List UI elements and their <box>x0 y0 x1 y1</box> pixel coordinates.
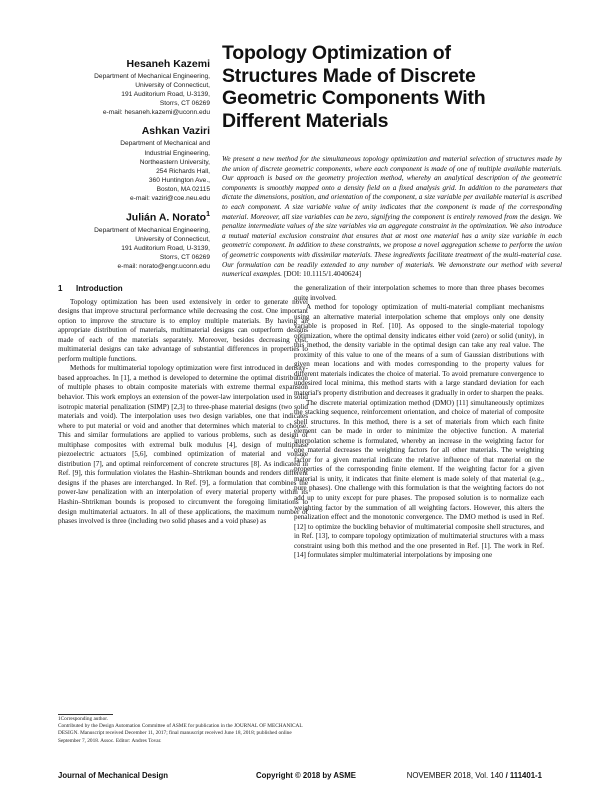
title-line: Structures Made of Discrete <box>222 64 476 87</box>
title-line: Different Materials <box>222 109 389 132</box>
affiliation-line: 360 Huntington Ave., <box>148 176 210 184</box>
author-name: Ashkan Vaziri <box>141 125 210 138</box>
author-name: Hesaneh Kazemi <box>126 58 210 70</box>
affiliation-line: Storrs, CT 06269 <box>159 100 210 108</box>
author-email[interactable]: e-mail: norato@engr.uconn.edu <box>117 263 210 270</box>
author-1 <box>50 58 210 117</box>
footer-page-info <box>407 771 542 780</box>
footer-copyright: Copyright © 2018 by ASME <box>256 771 356 780</box>
body-paragraph: the generalization of their interpolation schemes to more than three phases becomes quite involved. <box>294 284 544 302</box>
footnote-contributed: Contributed by the Design Automation Committee of ASME for publication in the JOURNAL OF MECHANICAL DESIGN. Manuscript received December 11, 2017; final manuscript received June 18, 2018; published online September 7, 2018. Assoc. Editor: Andres Tovar. <box>58 723 303 744</box>
paper-title <box>222 42 562 132</box>
page-footer <box>58 771 542 783</box>
affiliation-line: Department of Mechanical and <box>120 140 210 148</box>
corresponding-author-mark[interactable]: 1 <box>206 211 210 219</box>
footnote <box>58 716 308 745</box>
affiliation-line: 191 Auditorium Road, U-3139, <box>121 91 210 99</box>
footer-page-number: / 111401-1 <box>505 771 542 780</box>
affiliation-line: Boston, MA 02115 <box>156 185 210 193</box>
affiliation-line: Department of Mechanical Engineering, <box>94 226 210 234</box>
author-3 <box>50 211 210 271</box>
footnote-corresponding: 1Corresponding author. <box>58 716 109 722</box>
affiliation-line: Industrial Engineering, <box>144 149 210 157</box>
affiliation-line: University of Connecticut, <box>135 235 210 243</box>
body-paragraph: The discrete material optimization method (DMO) [11] simultaneously optimizes the stacking sequence, reinforcement orientation, and choice of material of composite shell structures. In this method, there is a set of materials from which each finite element can be made in order to minimize the objective function. A material interpolation scheme is formulated, whereby an increase in the weighting factor for one material decreases the weighting factors for all other materials. The weighting factor for a given material indicate the relative influence of that material on the properties of the corresponding finite element. If the weighting factor for a given material is unity, it indicates that finite element is made solely of that material (e.g., pure phases). One challenge with this formulation is that the weighting factors do not add up to unity except for pure phases. The proposed solution is to normalize each weighting factor by the summation of all weighting factors. However, this alters the penalization effect and the monotonic convergence. The DMO method is used in Ref. [12] to optimize the buckling behavior of multimaterial composite shell structures, and in Ref. [13], to compare topology optimization of multimaterial structures with a mass constraint using both this method and the one presented in Ref. [1]. The work in Ref. [14] formulates simpler multimaterial interpolations by imposing one <box>294 398 544 560</box>
author-name-text: Julián A. Norato <box>125 211 207 224</box>
abstract-text: We present a new method for the simultaneous topology optimization and material selection of structures made by the union of discrete geometric components, where each component is made of one of multiple available materials. Our approach is based on the geometry projection method, whereby an analytical description of the geometric components is smoothly mapped onto a density field on a fixed analysis grid. In addition to the parameters that dictate the dimensions, position, and orientation of the component, a size variable per available material is ascribed to each component. A size variable value of unity indicates that the component is made of the corresponding material. Moreover, all size variables can be zero, signifying the component is entirely removed from the design. We penalize intermediate values of the size variables via an aggregate constraint in the optimization. We also introduce a mutual material exclusion constraint that ensures that at most one material has a unity size variable in each geometric component. In addition to these constraints, we propose a novel aggregation scheme to perform the union of geometric components with dissimilar materials. These ingredients facilitate treatment of the multi-material case. Our formulation can be readily extended to any number of materials. We demonstrate our method with several numerical examples. <box>222 155 562 279</box>
title-line: Topology Optimization of <box>222 42 451 64</box>
affiliation-line: 254 Richards Hall, <box>156 167 210 175</box>
right-column <box>294 284 544 561</box>
author-email[interactable]: e-mail: hesaneh.kazemi@uconn.edu <box>102 109 210 117</box>
footer-journal: Journal of Mechanical Design <box>58 771 169 780</box>
left-column <box>58 284 308 527</box>
affiliation-line: Storrs, CT 06269 <box>159 253 210 261</box>
body-paragraph: A method for topology optimization of multi-material compliant mechanisms using an alternative material interpolation scheme that employs only one density variable is proposed in Ref. [10]. As opposed to the single-material topology optimization, where the optimal density indicates either void (zero) or solid (unity), in this method, the density variable in the optimal design can take any real value. The proximity of this value to one of the means of a sum of Gaussian distributions with given mean locations and with modes corresponding to the property values for different materials indicates the choice of material. To avoid premature convergence to undesired local minima, this method starts with a large standard deviation for each material's property distribution and decreases it gradually in order to sharpen the peaks. <box>294 303 544 398</box>
author-name <box>50 211 210 224</box>
affiliation-line: Department of Mechanical Engineering, <box>94 73 210 80</box>
abstract <box>222 155 562 280</box>
affiliation-line: Northeastern University, <box>139 158 210 166</box>
section-heading <box>58 284 308 294</box>
author-email[interactable]: e-mail: vaziri@coe.neu.edu <box>130 195 210 203</box>
affiliation-line: 191 Auditorium Road, U-3139, <box>121 244 210 252</box>
section-number: 1 <box>58 284 63 293</box>
title-line: Geometric Components With <box>222 87 486 109</box>
body-paragraph: Methods for multimaterial topology optimization were first introduced in density-based approaches. In [1], a method is developed to determine the optimal distribution of multiple phases to obtain composite materials with extreme thermal expansion behavior. This work employs an extension of the power-law interpolation used in solid isotropic material penalization (SIMP) [2,3] to three-phase material designs (two solid materials and void). The interpolation uses two design variables, one that indicates where to put material or void and another that determines which material to choose. This and similar formulations are applied to various problems, such as design of multiphase composites with extremal bulk modulus [4], design of multiphase piezoelectric actuators [5,6], combined optimization of material and voltage distribution [7], and optimal reinforcement of concrete structures [8]. As indicated in Ref. [9], this formulation violates the Hashin–Shtrikman bounds and renders different designs if the phases are interchanged. In Ref. [9], a formulation that combines the power-law penalization with an interpolation of every material property within its Hashin–Shtrikman bounds is proposed to circumvent the foregoing limitations to design multimaterial actuators. In all of these applications, the maximum number of phases involved is three (including two solid phases and a void phase) as <box>58 364 308 526</box>
footer-issue: NOVEMBER 2018, Vol. 140 <box>406 771 504 780</box>
section-title: Introduction <box>76 284 123 293</box>
doi-link[interactable]: [DOI: 10.1115/1.4040624] <box>283 270 362 279</box>
author-2 <box>50 125 210 203</box>
affiliation-line: University of Connecticut, <box>135 82 210 90</box>
body-paragraph: Topology optimization has been used extensively in order to generate novel designs that improve structural performance while decreasing the cost. One important option to improve the structure is to employ multiple materials. By having an appropriate distribution of materials, multimaterial designs can outperform designs made of each of the materials separately. Moreover, besides decreasing cost, multimaterial designs can take advantage of substantial differences in properties to perform multiple functions. <box>58 297 308 363</box>
author-block <box>50 58 210 279</box>
footnote-divider <box>58 714 113 715</box>
